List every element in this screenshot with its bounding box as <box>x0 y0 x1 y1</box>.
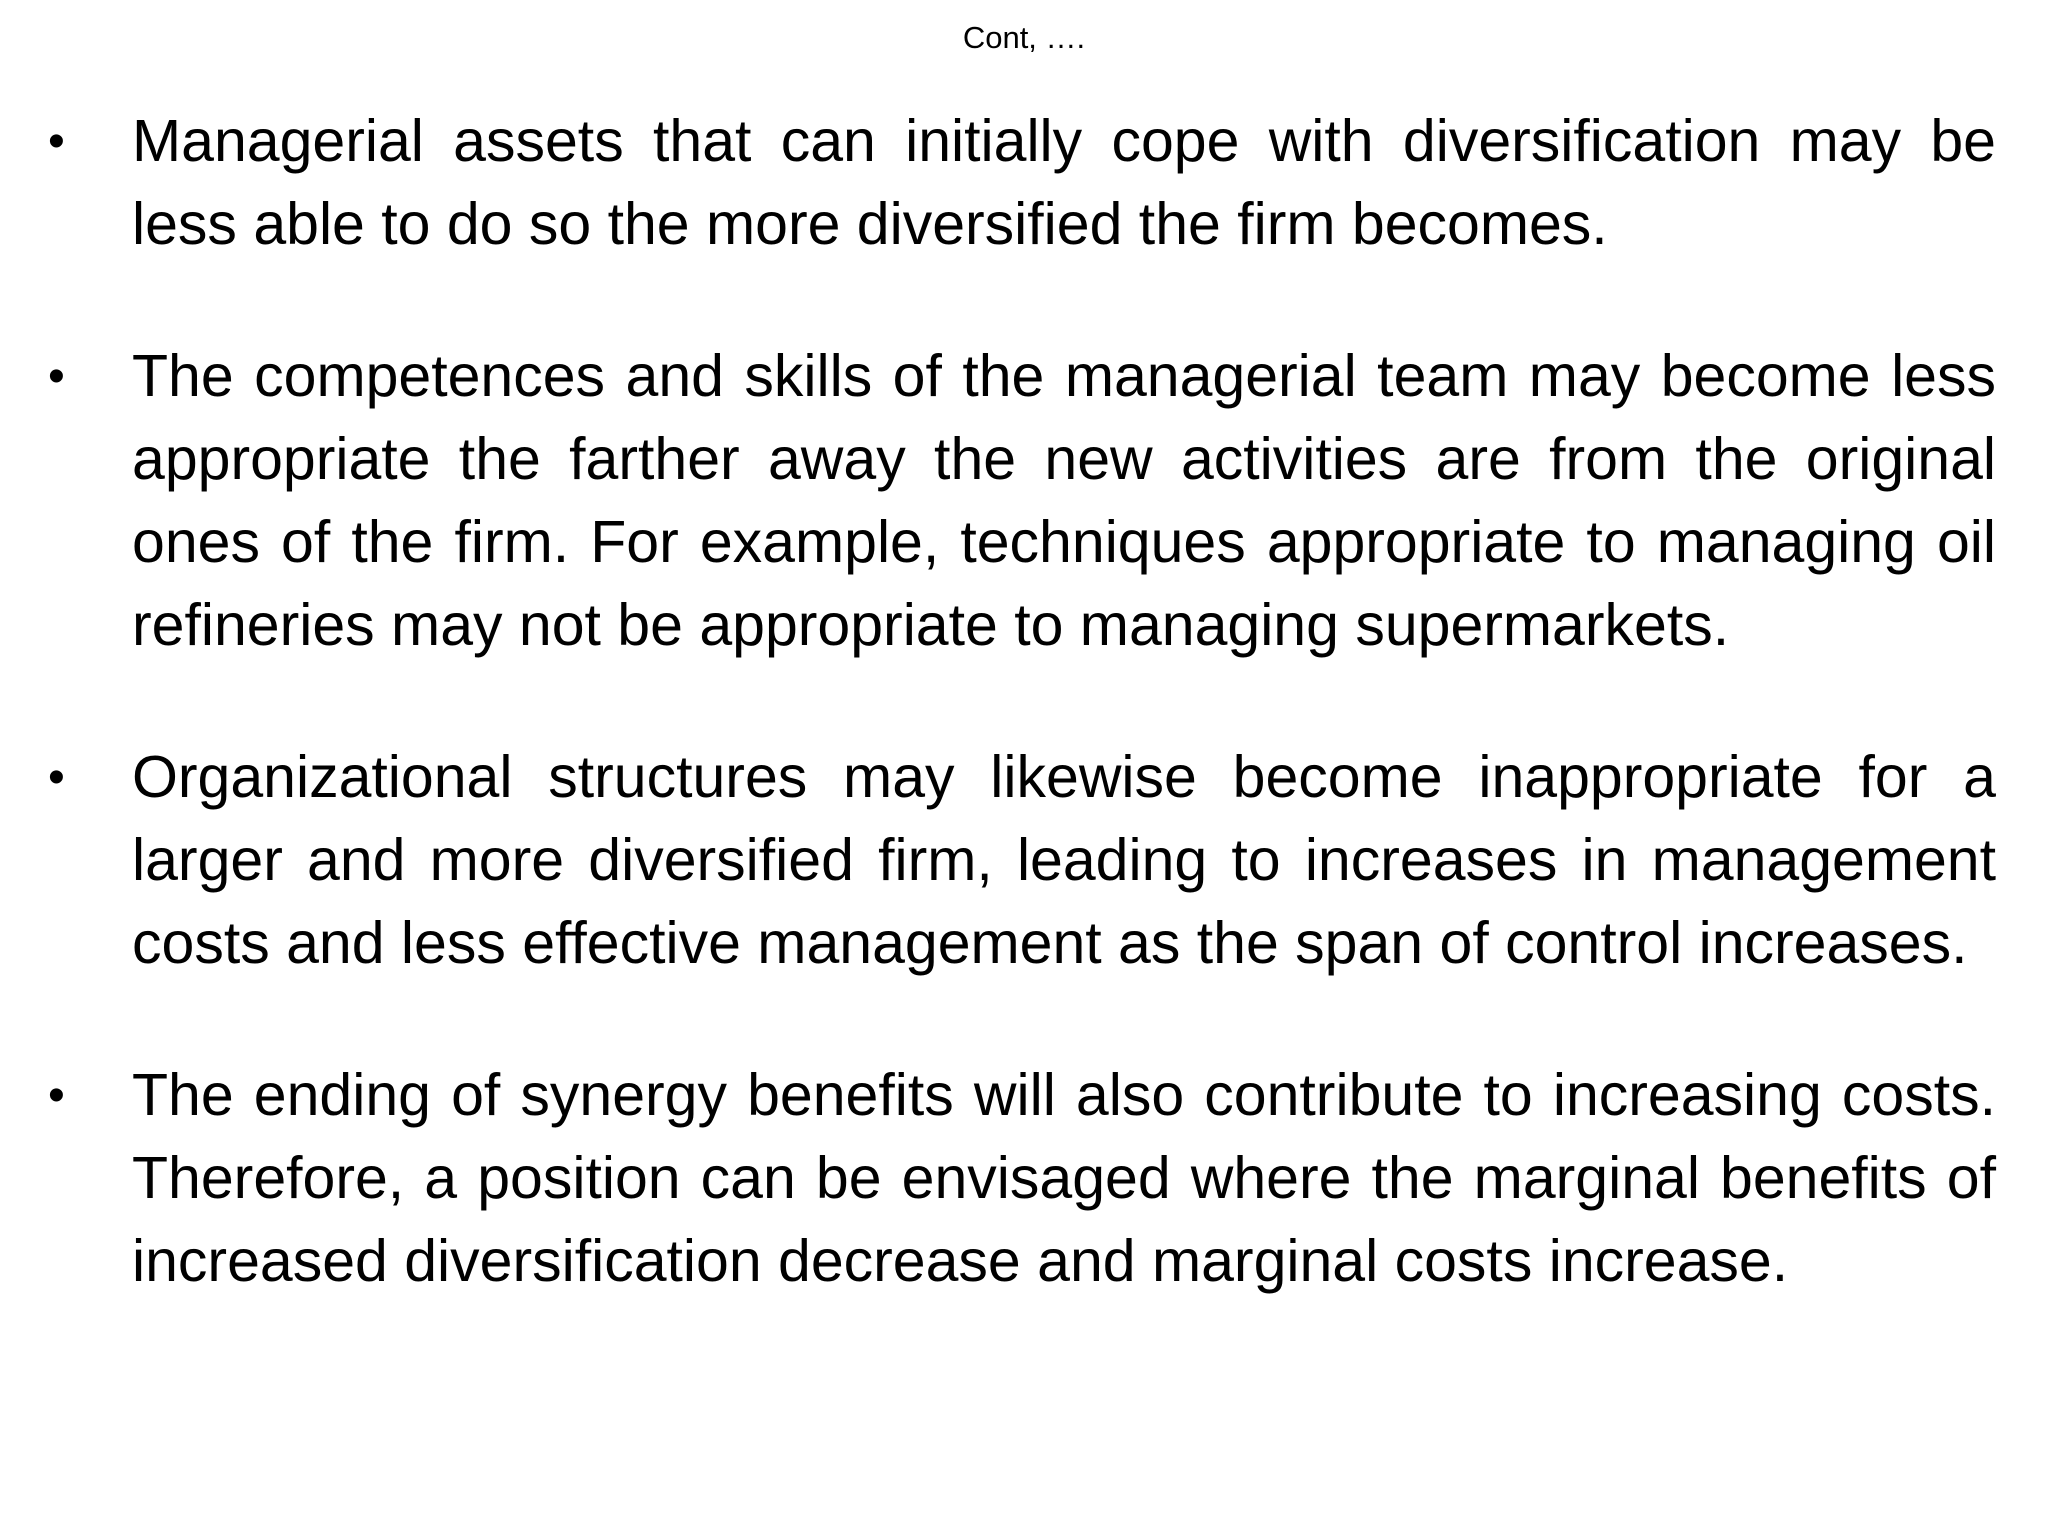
bullet-icon: • <box>48 350 65 403</box>
bullet-list <box>48 100 1996 1303</box>
bullet-text: Managerial assets that can initially cope with diversification may be less able to do so the more diversified the firm becomes. <box>132 108 1996 257</box>
bullet-item <box>48 100 1996 266</box>
bullet-text: Organizational structures may likewise become inappropriate for a larger and more diversified firm, leading to increases in management costs and less effective management as the span of control increases. <box>132 744 1996 976</box>
bullet-icon: • <box>48 751 65 804</box>
bullet-item <box>48 736 1996 985</box>
bullet-text: The competences and skills of the managerial team may become less appropriate the farther away the new activities are from the original ones of the firm. For example, techniques appropriate to managing oil refineries may not be appropriate to managing supermarkets. <box>132 343 1996 658</box>
bullet-icon: • <box>48 1069 65 1122</box>
slide-title: Cont, …. <box>962 20 1086 55</box>
bullet-icon: • <box>48 115 65 168</box>
bullet-text: The ending of synergy benefits will also contribute to increasing costs. Therefore, a position can be envisaged where the marginal benefits of increased diversification decrease and marginal costs increase. <box>132 1062 1996 1294</box>
bullet-item <box>48 1054 1996 1303</box>
bullet-item <box>48 335 1996 667</box>
